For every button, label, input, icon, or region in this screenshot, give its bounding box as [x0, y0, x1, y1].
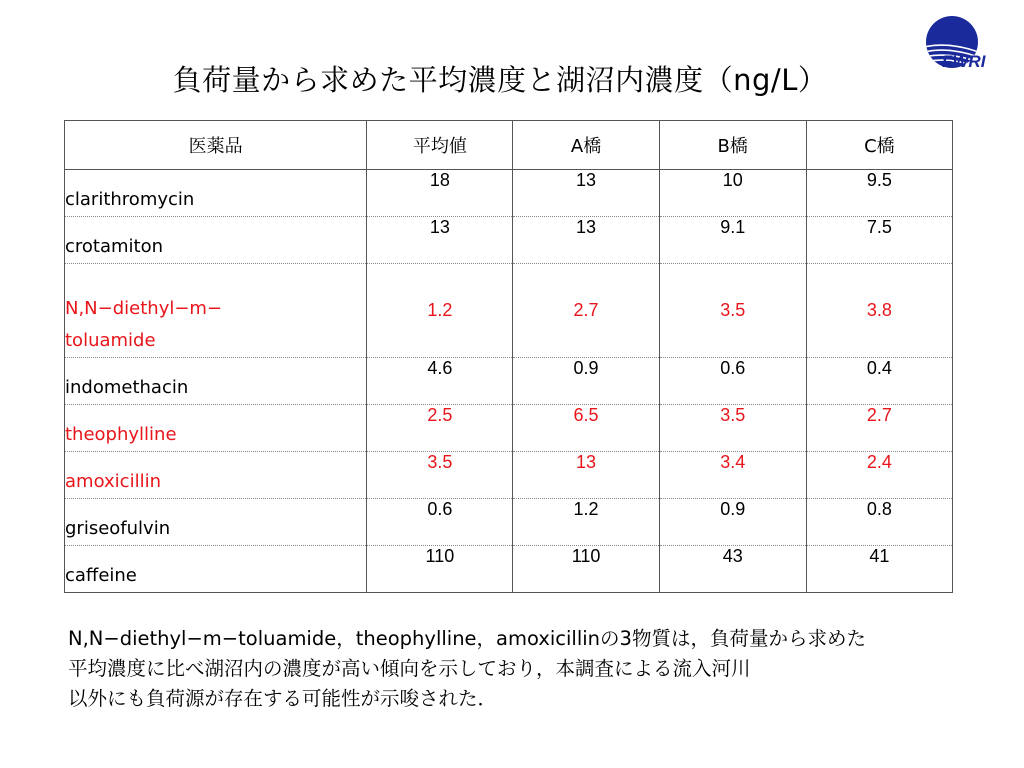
- drug-name: clarithromycin: [65, 170, 367, 217]
- page-title: 負荷量から求めた平均濃度と湖沼内濃度（ng/L）: [172, 63, 828, 97]
- value-bridge-a: 6.5: [513, 405, 659, 452]
- table-row: [65, 217, 953, 264]
- note-line: N,N−diethyl−m−toluamide，theophylline，amoxicillinの3物質は，負荷量から求めた: [68, 627, 866, 650]
- drug-name: griseofulvin: [65, 499, 367, 546]
- drug-name: [65, 264, 367, 358]
- drug-name-line: N,N−diethyl−m−: [65, 298, 223, 319]
- value-average: 18: [367, 170, 513, 217]
- header-drug: 医薬品: [65, 121, 367, 170]
- value-bridge-c: 3.8: [806, 264, 952, 358]
- value-average: 13: [367, 217, 513, 264]
- table-row: [65, 264, 953, 358]
- drug-name: amoxicillin: [65, 452, 367, 499]
- value-bridge-b: 9.1: [659, 217, 806, 264]
- note-line: 平均濃度に比べ湖沼内の濃度が高い傾向を示しており，本調査による流入河川: [68, 657, 751, 680]
- value-bridge-a: 13: [513, 170, 659, 217]
- value-bridge-a: 2.7: [513, 264, 659, 358]
- value-bridge-b: 43: [659, 546, 806, 593]
- drug-name: theophylline: [65, 405, 367, 452]
- table-row: [65, 499, 953, 546]
- table-row: [65, 546, 953, 593]
- value-bridge-c: 9.5: [806, 170, 952, 217]
- value-bridge-b: 0.9: [659, 499, 806, 546]
- table-row: [65, 405, 953, 452]
- value-bridge-a: 13: [513, 217, 659, 264]
- table-row: [65, 452, 953, 499]
- value-average: 4.6: [367, 358, 513, 405]
- drug-name: crotamiton: [65, 217, 367, 264]
- value-bridge-a: 110: [513, 546, 659, 593]
- value-bridge-b: 3.5: [659, 405, 806, 452]
- concentration-table: [64, 120, 953, 593]
- conclusion-note: [68, 624, 968, 714]
- fwri-logo: [918, 14, 1018, 76]
- drug-name: caffeine: [65, 546, 367, 593]
- value-bridge-c: 2.7: [806, 405, 952, 452]
- table-header-row: [65, 121, 953, 170]
- value-bridge-a: 0.9: [513, 358, 659, 405]
- value-bridge-b: 0.6: [659, 358, 806, 405]
- value-bridge-c: 0.4: [806, 358, 952, 405]
- header-bridge-b: B橋: [659, 121, 806, 170]
- value-bridge-a: 1.2: [513, 499, 659, 546]
- header-average: 平均値: [367, 121, 513, 170]
- value-bridge-b: 3.5: [659, 264, 806, 358]
- value-bridge-c: 0.8: [806, 499, 952, 546]
- table-row: [65, 170, 953, 217]
- header-bridge-a: A橋: [513, 121, 659, 170]
- note-line: 以外にも負荷源が存在する可能性が示唆された．: [68, 687, 498, 710]
- value-average: 3.5: [367, 452, 513, 499]
- value-bridge-a: 13: [513, 452, 659, 499]
- table-row: [65, 358, 953, 405]
- drug-name: indomethacin: [65, 358, 367, 405]
- value-average: 0.6: [367, 499, 513, 546]
- value-average: 2.5: [367, 405, 513, 452]
- value-bridge-b: 3.4: [659, 452, 806, 499]
- value-average: 1.2: [367, 264, 513, 358]
- value-bridge-c: 2.4: [806, 452, 952, 499]
- drug-name-line: toluamide: [65, 330, 156, 351]
- logo-text: FWRI: [942, 52, 986, 71]
- value-bridge-c: 7.5: [806, 217, 952, 264]
- value-average: 110: [367, 546, 513, 593]
- value-bridge-c: 41: [806, 546, 952, 593]
- header-bridge-c: C橋: [806, 121, 952, 170]
- value-bridge-b: 10: [659, 170, 806, 217]
